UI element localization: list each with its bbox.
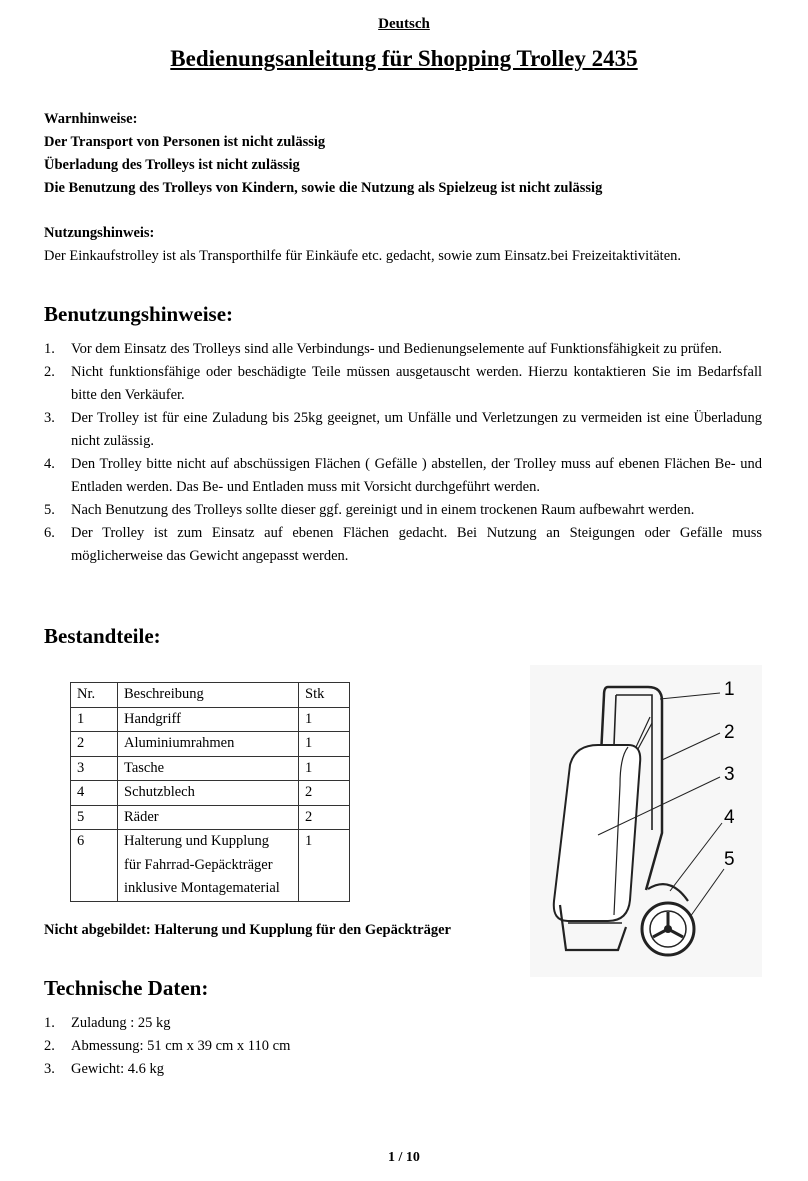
usage-note-text: Der Einkaufstrolley ist als Transporthilfe für Einkäufe etc. gedacht, sowie zum Einsatz.bei Freizeitaktivitäten. <box>44 248 682 264</box>
usage-note-heading: Nutzungshinweis: <box>44 225 155 241</box>
not-shown-note: Nicht abgebildet: Halterung und Kupplung für den Gepäckträger <box>44 922 451 938</box>
components-table <box>70 682 350 902</box>
column-header: Beschreibung <box>118 683 299 708</box>
list-item: 1. Zuladung : 25 kg <box>44 1015 171 1031</box>
warning-line: Der Transport von Personen ist nicht zulässig <box>44 134 326 150</box>
table-row: 2 Aluminiumrahmen 1 <box>71 732 350 757</box>
usage-note-section <box>44 222 681 268</box>
technical-data-list <box>44 1012 762 1081</box>
list-item: 2. Abmessung: 51 cm x 39 cm x 110 cm <box>44 1038 291 1054</box>
technical-data-heading: Technische Daten: <box>44 976 209 1000</box>
components-heading: Bestandteile: <box>44 624 161 648</box>
table-row: 3 Tasche 1 <box>71 756 350 781</box>
callout-label: 4 <box>724 807 735 828</box>
warnings-heading: Warnhinweise: <box>44 111 138 127</box>
callout-label: 3 <box>724 764 735 785</box>
usage-instructions-heading: Benutzungshinweise: <box>44 302 234 326</box>
page-number: 1 / 10 <box>388 1150 420 1165</box>
column-header: Stk <box>299 683 350 708</box>
list-item: 1. Vor dem Einsatz des Trolleys sind alle Verbindungs- und Bedienungselemente auf Funktionsfähigkeit zu prüfen. <box>44 341 723 357</box>
list-item: 3. Der Trolley ist für eine Zuladung bis 25kg geeignet, um Unfälle und Verletzungen zu vermeiden ist eine Überladung nicht zulässig. <box>44 410 762 449</box>
table-row: 4 Schutzblech 2 <box>71 781 350 806</box>
list-item: 6. Der Trolley ist zum Einsatz auf ebenen Flächen gedacht. Bei Nutzung an Steigungen oder Gefälle muss möglicherweise das Gewicht angepasst werden. <box>44 525 762 564</box>
column-header: Nr. <box>71 683 118 708</box>
table-row: 1 Handgriff 1 <box>71 707 350 732</box>
usage-instructions-list <box>44 338 762 568</box>
list-item: 3. Gewicht: 4.6 kg <box>44 1061 165 1077</box>
trolley-diagram <box>530 665 762 977</box>
callout-label: 5 <box>724 849 735 870</box>
callout-label: 1 <box>724 679 735 700</box>
list-item: 4. Den Trolley bitte nicht auf abschüssigen Flächen ( Gefälle ) abstellen, der Trolley muss auf ebenen Flächen Be- und Entladen werden. Das Be- und Entladen muss mit Vorsicht durchgeführt werden. <box>44 456 762 495</box>
table-header-row <box>71 683 350 708</box>
list-item: 5. Nach Benutzung des Trolleys sollte dieser ggf. gereinigt und in einem trockenen Raum aufbewahrt werden. <box>44 502 695 518</box>
warning-line: Die Benutzung des Trolleys von Kindern, sowie die Nutzung als Spielzeug ist nicht zulässig <box>44 180 603 196</box>
warnings-section <box>44 108 602 200</box>
list-item: 2. Nicht funktionsfähige oder beschädigte Teile müssen ausgetauscht werden. Hierzu kontaktieren Sie im Bedarfsfall bitte den Verkäufer. <box>44 364 762 403</box>
page-title: Bedienungsanleitung für Shopping Trolley 2435 <box>170 46 638 71</box>
warning-line: Überladung des Trolleys ist nicht zulässig <box>44 157 300 173</box>
callout-label: 2 <box>724 722 735 743</box>
language-label: Deutsch <box>378 16 430 32</box>
table-row: 5 Räder 2 <box>71 805 350 830</box>
table-row: 6 Halterung und Kupplung für Fahrrad-Gepäckträger inklusive Montagematerial 1 <box>71 830 350 902</box>
